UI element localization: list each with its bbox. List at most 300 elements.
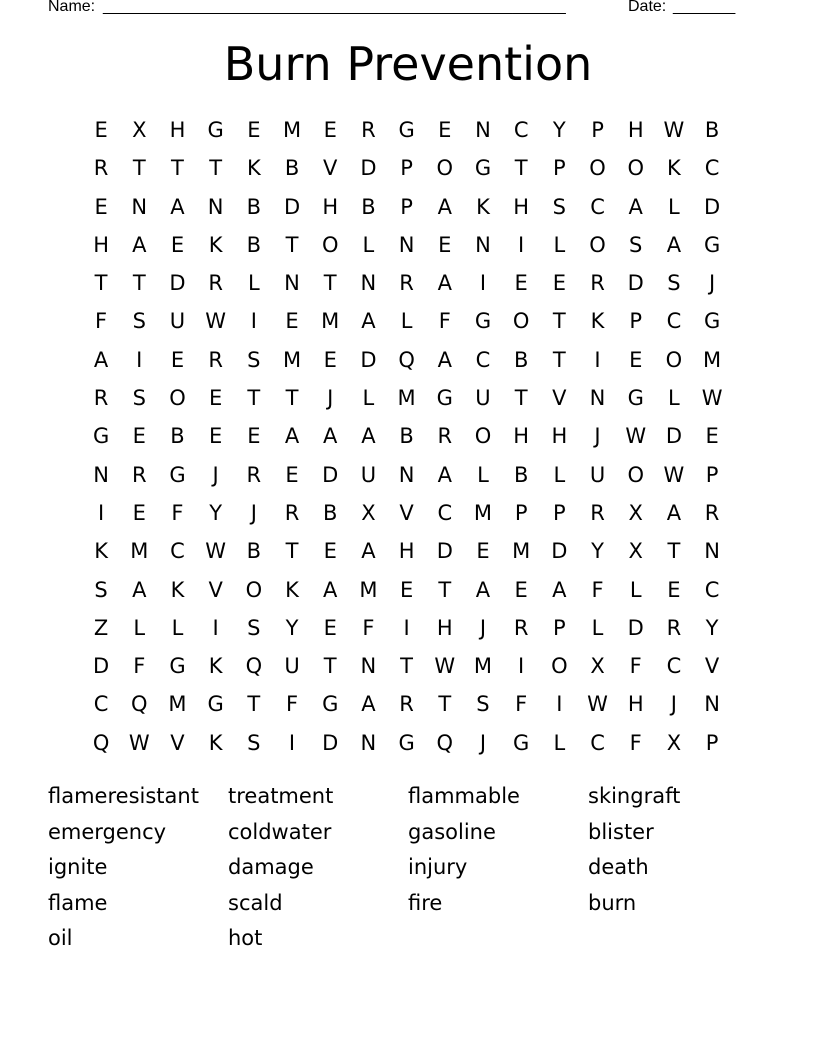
grid-cell: M xyxy=(512,539,531,564)
grid-cell: E xyxy=(323,118,337,142)
grid-cell: O xyxy=(665,347,683,372)
grid-cell: R xyxy=(666,615,682,640)
grid-cell: G xyxy=(92,424,110,449)
grid-cell: K xyxy=(208,730,223,755)
grid-cell: C xyxy=(513,118,529,142)
grid-cell: A xyxy=(628,194,643,219)
grid-cell: T xyxy=(438,577,452,602)
grid-cell: J xyxy=(708,271,716,296)
grid-cell: M xyxy=(130,539,149,564)
grid-cell: W xyxy=(663,118,685,142)
grid-cell: O xyxy=(512,309,530,334)
word-list xyxy=(48,780,768,958)
grid-cell: I xyxy=(479,271,487,296)
grid-cell: S xyxy=(247,615,261,640)
grid-cell: F xyxy=(629,730,642,755)
grid-cell: H xyxy=(322,194,339,219)
grid-cell: L xyxy=(553,462,566,487)
grid-cell: U xyxy=(589,462,606,487)
grid-cell: C xyxy=(704,577,720,602)
grid-cell: E xyxy=(476,539,490,564)
grid-cell: P xyxy=(553,500,566,525)
grid-cell: M xyxy=(359,577,378,602)
grid-cell: V xyxy=(208,577,223,602)
grid-cell: V xyxy=(704,654,720,679)
grid-cell: R xyxy=(93,156,109,181)
grid-cell: U xyxy=(284,654,300,679)
grid-cell: R xyxy=(361,118,376,142)
grid-cell: R xyxy=(246,462,262,487)
grid-cell: E xyxy=(705,424,719,449)
grid-cell: B xyxy=(513,347,529,372)
grid-cell: A xyxy=(323,424,338,449)
grid-cell: E xyxy=(667,577,681,602)
grid-cell: B xyxy=(361,194,376,219)
grid-cell: A xyxy=(666,232,682,257)
grid-cell: F xyxy=(438,309,451,334)
grid-cell: A xyxy=(475,577,491,602)
grid-cell: A xyxy=(132,232,147,257)
grid-cell: M xyxy=(473,654,493,679)
grid-cell: E xyxy=(514,271,528,296)
grid-cell: L xyxy=(629,577,642,602)
grid-cell: W xyxy=(205,309,227,334)
grid-cell: K xyxy=(208,232,223,257)
grid-cell: H xyxy=(513,424,530,449)
grid-cell: G xyxy=(474,156,492,181)
grid-cell: R xyxy=(590,500,605,525)
grid-cell: D xyxy=(627,615,644,640)
grid-cell: F xyxy=(515,692,528,717)
grid-cell: N xyxy=(589,386,606,411)
grid-cell: T xyxy=(132,156,146,181)
word-list-item: emergency xyxy=(48,819,167,844)
word-list-item: fire xyxy=(408,890,443,915)
grid-cell: A xyxy=(361,692,376,717)
grid-cell: L xyxy=(362,232,375,257)
grid-cell: E xyxy=(209,386,223,411)
grid-cell: B xyxy=(399,424,414,449)
grid-cell: H xyxy=(627,692,644,717)
grid-cell: B xyxy=(284,156,300,181)
grid-cell: N xyxy=(704,539,720,564)
grid-cell: K xyxy=(94,539,108,564)
grid-cell: W xyxy=(587,692,608,717)
word-list-item: oil xyxy=(48,926,73,950)
grid-cell: Q xyxy=(131,692,148,717)
grid-cell: E xyxy=(132,424,146,449)
grid-cell: K xyxy=(476,194,490,219)
grid-cell: D xyxy=(551,539,568,564)
grid-cell: D xyxy=(436,539,453,564)
grid-cell: K xyxy=(590,309,605,334)
grid-cell: T xyxy=(285,232,299,257)
grid-cell: J xyxy=(594,424,601,449)
grid-cell: P xyxy=(514,500,528,525)
grid-cell: T xyxy=(247,692,261,717)
grid-cell: W xyxy=(434,654,456,679)
grid-cell: O xyxy=(169,386,186,411)
grid-cell: E xyxy=(285,462,299,487)
grid-cell: J xyxy=(212,462,219,487)
grid-cell: E xyxy=(247,118,261,142)
grid-cell: T xyxy=(209,156,223,181)
grid-cell: N xyxy=(131,194,148,219)
grid-cell: G xyxy=(627,386,644,411)
grid-cell: L xyxy=(247,271,260,296)
grid-cell: T xyxy=(323,271,337,296)
grid-cell: R xyxy=(208,271,223,296)
header-line xyxy=(48,0,748,18)
grid-cell: J xyxy=(479,615,487,640)
grid-cell: X xyxy=(666,730,682,755)
grid-cell: A xyxy=(284,424,300,449)
letter-grid xyxy=(82,111,732,762)
grid-cell: T xyxy=(514,386,528,411)
word-list-item: flammable xyxy=(408,784,520,808)
grid-cell: K xyxy=(667,156,681,181)
grid-cell: E xyxy=(438,232,452,257)
grid-cell: U xyxy=(475,386,491,411)
grid-cell: B xyxy=(246,194,262,219)
grid-cell: N xyxy=(398,462,415,487)
grid-cell: H xyxy=(169,118,186,142)
grid-cell: E xyxy=(323,347,337,372)
grid-cell: T xyxy=(667,539,681,564)
page-title: Burn Prevention xyxy=(223,37,593,91)
grid-cell: I xyxy=(212,615,219,640)
grid-cell: E xyxy=(170,232,185,257)
grid-cell: L xyxy=(553,232,566,257)
grid-cell: A xyxy=(361,539,376,564)
grid-cell: G xyxy=(703,232,721,257)
grid-cell: Y xyxy=(705,615,719,640)
grid-cell: P xyxy=(553,156,566,181)
word-list-item: death xyxy=(588,855,649,879)
grid-cell: P xyxy=(553,615,566,640)
grid-cell: J xyxy=(670,692,677,717)
grid-cell: W xyxy=(625,424,647,449)
grid-cell: D xyxy=(322,730,339,755)
grid-cell: A xyxy=(93,347,109,372)
word-list-item: flame xyxy=(48,890,108,915)
grid-cell: V xyxy=(552,386,567,411)
grid-cell: K xyxy=(246,156,261,181)
grid-cell: R xyxy=(93,386,109,411)
grid-cell: A xyxy=(323,577,338,602)
grid-cell: R xyxy=(704,500,720,525)
grid-cell: Y xyxy=(209,500,223,525)
grid-cell: D xyxy=(627,271,644,296)
grid-cell: V xyxy=(170,730,185,755)
grid-cell: B xyxy=(246,232,262,257)
grid-cell: K xyxy=(285,577,299,602)
grid-cell: G xyxy=(474,309,492,334)
grid-cell: W xyxy=(128,730,150,755)
grid-cell: C xyxy=(666,654,682,679)
grid-cell: I xyxy=(403,615,410,640)
grid-cell: O xyxy=(627,462,644,487)
grid-cell: N xyxy=(704,692,720,717)
grid-cell: D xyxy=(360,347,377,372)
grid-cell: O xyxy=(589,156,606,181)
grid-cell: H xyxy=(627,118,644,142)
grid-cell: A xyxy=(437,462,452,487)
grid-cell: D xyxy=(704,194,721,219)
grid-cell: W xyxy=(663,462,685,487)
grid-cell: N xyxy=(360,730,377,755)
grid-cell: G xyxy=(398,118,415,142)
grid-cell: L xyxy=(133,615,146,640)
grid-cell: E xyxy=(323,615,337,640)
name-label: Name: xyxy=(48,0,96,15)
grid-cell: N xyxy=(360,271,377,296)
grid-cell: O xyxy=(551,654,568,679)
grid-cell: A xyxy=(361,309,376,334)
grid-cell: H xyxy=(551,424,568,449)
grid-cell: P xyxy=(400,194,413,219)
grid-cell: Q xyxy=(398,347,415,372)
grid-cell: O xyxy=(321,232,339,257)
grid-cell: T xyxy=(132,271,146,296)
grid-cell: I xyxy=(518,232,525,257)
grid-cell: N xyxy=(475,232,491,257)
grid-cell: S xyxy=(629,232,643,257)
grid-cell: T xyxy=(285,539,299,564)
grid-cell: R xyxy=(437,424,453,449)
grid-cell: G xyxy=(207,692,224,717)
grid-cell: B xyxy=(170,424,185,449)
grid-cell: P xyxy=(629,309,643,334)
grid-cell: N xyxy=(475,118,491,142)
grid-cell: H xyxy=(93,232,109,257)
grid-cell: R xyxy=(590,271,605,296)
grid-cell: M xyxy=(321,309,340,334)
grid-cell: H xyxy=(436,615,453,640)
grid-cell: A xyxy=(437,194,452,219)
word-list-item: skingraft xyxy=(588,784,681,808)
grid-cell: E xyxy=(285,309,299,334)
grid-cell: X xyxy=(590,654,605,679)
grid-cell: E xyxy=(399,577,414,602)
grid-cell: B xyxy=(323,500,338,525)
grid-cell: A xyxy=(132,577,147,602)
grid-cell: C xyxy=(170,539,185,564)
grid-cell: G xyxy=(169,654,186,679)
grid-cell: C xyxy=(590,730,605,755)
grid-cell: S xyxy=(667,271,681,296)
grid-cell: L xyxy=(400,309,413,334)
grid-cell: R xyxy=(399,271,414,296)
grid-cell: F xyxy=(285,692,299,717)
name-field-line[interactable]: ____________________________________________________ xyxy=(103,0,566,15)
grid-cell: A xyxy=(437,271,452,296)
grid-cell: S xyxy=(552,194,567,219)
grid-cell: A xyxy=(170,194,185,219)
grid-cell: Z xyxy=(93,615,109,640)
grid-cell: G xyxy=(169,462,186,487)
grid-cell: D xyxy=(665,424,682,449)
grid-cell: T xyxy=(438,692,452,717)
grid-cell: E xyxy=(94,118,108,142)
grid-cell: J xyxy=(479,730,487,755)
grid-cell: B xyxy=(513,462,529,487)
grid-cell: D xyxy=(93,654,110,679)
grid-cell: R xyxy=(208,347,223,372)
grid-cell: O xyxy=(436,156,454,181)
grid-cell: P xyxy=(705,462,719,487)
grid-cell: M xyxy=(703,347,722,372)
word-list-item: scald xyxy=(228,890,283,915)
grid-cell: A xyxy=(666,500,682,525)
grid-cell: G xyxy=(398,730,415,755)
grid-cell: S xyxy=(476,692,490,717)
grid-cell: L xyxy=(553,730,566,755)
word-list-item: gasoline xyxy=(408,819,496,844)
grid-cell: G xyxy=(207,118,224,142)
grid-cell: E xyxy=(247,424,261,449)
grid-cell: C xyxy=(704,156,720,181)
grid-cell: E xyxy=(323,539,337,564)
grid-cell: I xyxy=(518,654,525,679)
grid-cell: C xyxy=(590,194,605,219)
grid-cell: K xyxy=(208,654,223,679)
grid-cell: W xyxy=(205,539,227,564)
grid-cell: D xyxy=(169,271,186,296)
grid-cell: X xyxy=(132,118,147,142)
grid-cell: Q xyxy=(436,730,454,755)
grid-cell: S xyxy=(247,347,261,372)
grid-cell: R xyxy=(284,500,300,525)
grid-cell: E xyxy=(629,347,643,372)
grid-cell: Y xyxy=(591,539,604,564)
grid-cell: S xyxy=(94,577,108,602)
grid-cell: H xyxy=(398,539,415,564)
grid-cell: P xyxy=(705,730,719,755)
grid-cell: T xyxy=(514,156,528,181)
grid-cell: T xyxy=(247,386,261,411)
grid-cell: T xyxy=(171,156,184,181)
grid-cell: E xyxy=(438,118,452,142)
grid-cell: V xyxy=(399,500,414,525)
grid-cell: I xyxy=(97,500,105,525)
grid-cell: L xyxy=(171,615,184,640)
grid-cell: F xyxy=(362,615,375,640)
grid-cell: I xyxy=(556,692,563,717)
grid-cell: N xyxy=(284,271,300,296)
grid-cell: Q xyxy=(245,654,263,679)
grid-cell: T xyxy=(94,271,108,296)
grid-cell: S xyxy=(132,386,146,411)
grid-cell: D xyxy=(322,462,339,487)
grid-cell: W xyxy=(701,386,723,411)
grid-cell: G xyxy=(703,309,721,334)
grid-cell: P xyxy=(591,118,604,142)
grid-cell: B xyxy=(704,118,720,142)
date-field-line[interactable]: _______ xyxy=(673,0,736,15)
grid-cell: I xyxy=(136,347,143,372)
grid-cell: A xyxy=(361,424,376,449)
grid-cell: E xyxy=(552,271,566,296)
date-label: Date: xyxy=(628,0,667,15)
grid-cell: O xyxy=(474,424,492,449)
grid-cell: O xyxy=(245,577,263,602)
grid-cell: E xyxy=(170,347,185,372)
grid-cell: D xyxy=(360,156,377,181)
grid-cell: V xyxy=(323,156,338,181)
grid-cell: M xyxy=(282,118,302,142)
grid-cell: C xyxy=(93,692,109,717)
word-list-item: burn xyxy=(588,890,637,915)
grid-cell: N xyxy=(360,654,377,679)
grid-cell: G xyxy=(436,386,453,411)
grid-cell: L xyxy=(668,386,680,411)
grid-cell: L xyxy=(362,386,375,411)
word-list-item: blister xyxy=(588,819,654,844)
grid-cell: T xyxy=(285,386,299,411)
grid-cell: A xyxy=(437,347,452,372)
grid-cell: D xyxy=(283,194,301,219)
grid-cell: P xyxy=(400,156,413,181)
grid-cell: F xyxy=(591,577,604,602)
word-list-item: hot xyxy=(228,926,263,950)
grid-cell: J xyxy=(327,386,334,411)
grid-cell: L xyxy=(668,194,680,219)
grid-cell: T xyxy=(323,654,337,679)
word-list-item: damage xyxy=(228,855,314,879)
grid-cell: T xyxy=(552,347,566,372)
grid-cell: C xyxy=(666,309,682,334)
grid-cell: I xyxy=(594,347,601,372)
grid-cell: F xyxy=(171,500,184,525)
grid-cell: G xyxy=(513,730,530,755)
grid-cell: S xyxy=(247,730,261,755)
grid-cell: R xyxy=(513,615,529,640)
grid-cell: T xyxy=(552,309,566,334)
grid-cell: E xyxy=(132,500,146,525)
grid-cell: O xyxy=(589,232,606,257)
grid-cell: Y xyxy=(552,118,566,142)
grid-cell: F xyxy=(95,309,108,334)
grid-cell: E xyxy=(514,577,528,602)
word-list-item: coldwater xyxy=(228,819,332,844)
grid-cell: R xyxy=(131,462,147,487)
grid-cell: J xyxy=(250,500,257,525)
word-list-item: injury xyxy=(408,855,468,879)
grid-cell: Q xyxy=(92,730,110,755)
grid-cell: O xyxy=(627,156,644,181)
grid-cell: I xyxy=(250,309,257,334)
grid-cell: M xyxy=(473,500,493,525)
grid-cell: N xyxy=(207,194,224,219)
grid-cell: S xyxy=(132,309,146,334)
grid-cell: X xyxy=(628,539,643,564)
grid-cell: I xyxy=(288,730,296,755)
grid-cell: T xyxy=(400,654,413,679)
grid-cell: U xyxy=(169,309,186,334)
grid-cell: X xyxy=(628,500,643,525)
grid-cell: M xyxy=(168,692,187,717)
grid-cell: K xyxy=(170,577,185,602)
grid-cell: M xyxy=(397,386,416,411)
grid-cell: N xyxy=(93,462,109,487)
grid-cell: R xyxy=(399,692,414,717)
grid-cell: C xyxy=(475,347,491,372)
grid-cell: U xyxy=(360,462,377,487)
word-list-item: treatment xyxy=(228,784,334,808)
grid-cell: F xyxy=(133,654,146,679)
grid-cell: G xyxy=(322,692,339,717)
